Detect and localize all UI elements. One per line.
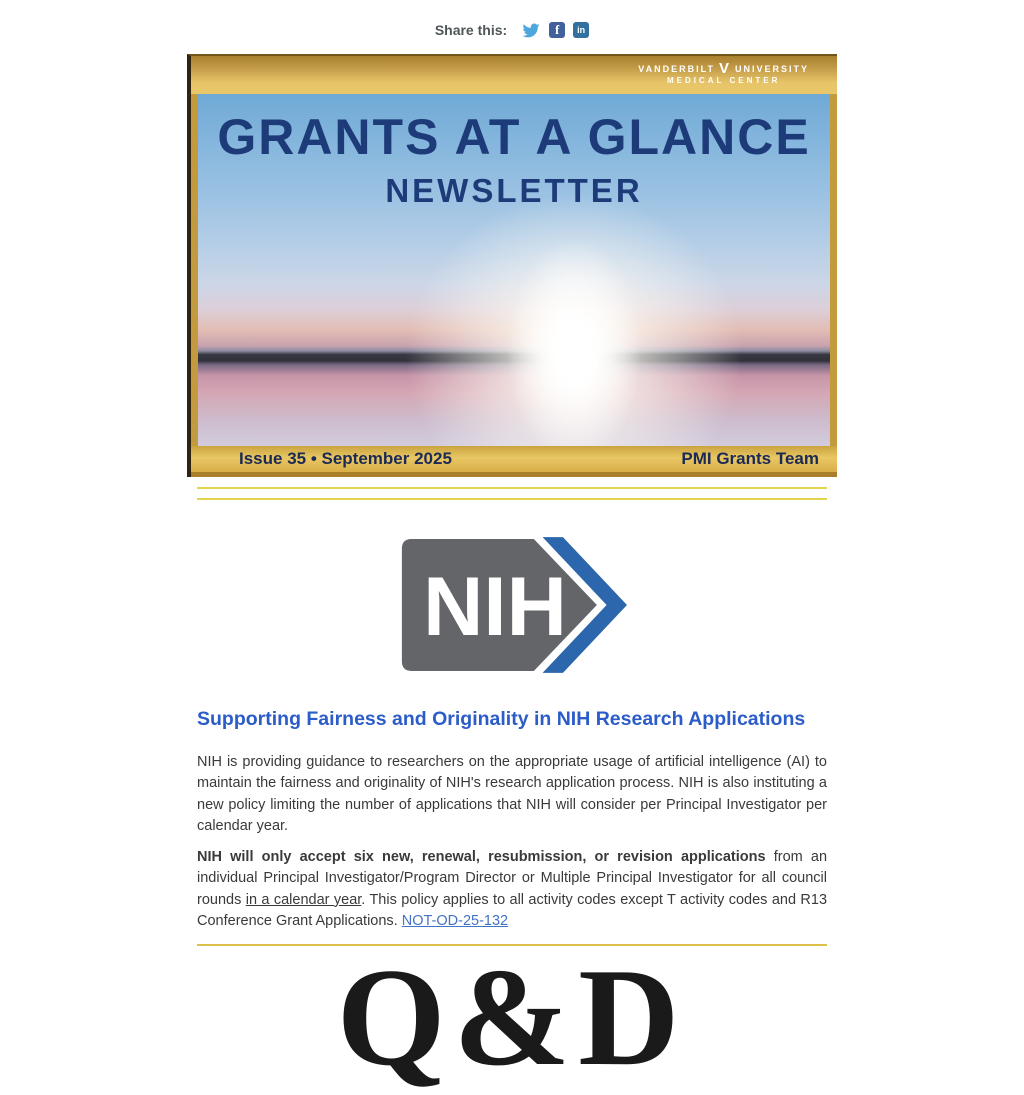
nih-logo (187, 536, 837, 679)
article-paragraph-2 (197, 847, 827, 932)
cropped-letters-text: Q&D (336, 940, 688, 1095)
policy-bold-text: NIH will only accept six new, renewal, resubmission, or revision applications (197, 849, 766, 866)
divider-line (197, 487, 827, 489)
twitter-share-icon[interactable] (521, 22, 541, 39)
cropped-letters-image (187, 940, 837, 1095)
linkedin-share-icon[interactable]: in (573, 22, 589, 38)
nih-logo-icon (398, 536, 626, 674)
banner-top-band (191, 56, 837, 94)
newsletter-banner (187, 54, 837, 477)
not-od-25-132-link[interactable]: NOT-OD-25-132 (401, 913, 509, 930)
double-divider (187, 487, 837, 500)
calendar-year-underlined: in a calendar year (245, 891, 362, 908)
vanderbilt-logo-line1 (638, 60, 809, 77)
team-label: PMI Grants Team (681, 449, 819, 468)
share-row (187, 20, 837, 40)
divider-line (197, 498, 827, 500)
newsletter-title: GRANTS AT A GLANCE (217, 109, 811, 165)
university-name: UNIVERSITY (734, 64, 809, 74)
medical-center-label: MEDICAL CENTER (666, 76, 781, 85)
vanderbilt-name: VANDERBILT (638, 64, 715, 74)
twitter-bird-icon (521, 22, 541, 39)
facebook-share-icon[interactable]: f (549, 22, 565, 38)
nih-logo-text: NIH (423, 558, 567, 653)
policy-text-rest: . This policy applies to all activity codes except T activity codes and R13 Conference Grant Applications. (197, 891, 828, 930)
issue-date-label: Issue 35 • September 2025 (239, 449, 452, 468)
banner-issue-bar (191, 446, 837, 477)
vanderbilt-v-icon: V (718, 60, 731, 77)
article-title: Supporting Fairness and Originality in NIH Research Applications (197, 708, 806, 730)
newsletter-page (187, 20, 837, 1095)
share-label: Share this: (434, 22, 508, 38)
article-paragraph-1: NIH is providing guidance to researchers on the appropriate usage of artificial intelligence (AI) to maintain the fairness and originality of NIH's research application process. NIH is also instituting a new policy limiting the number of applications that NIH will consider per Principal Investigator per calendar year. (197, 754, 827, 834)
vanderbilt-logo (638, 60, 809, 86)
policy-text: from an individual Principal Investigator/Program Director or Multiple Principal Investigator for all council rounds (197, 849, 828, 908)
sunset-photo (191, 94, 837, 446)
newsletter-subtitle: NEWSLETTER (385, 172, 643, 209)
